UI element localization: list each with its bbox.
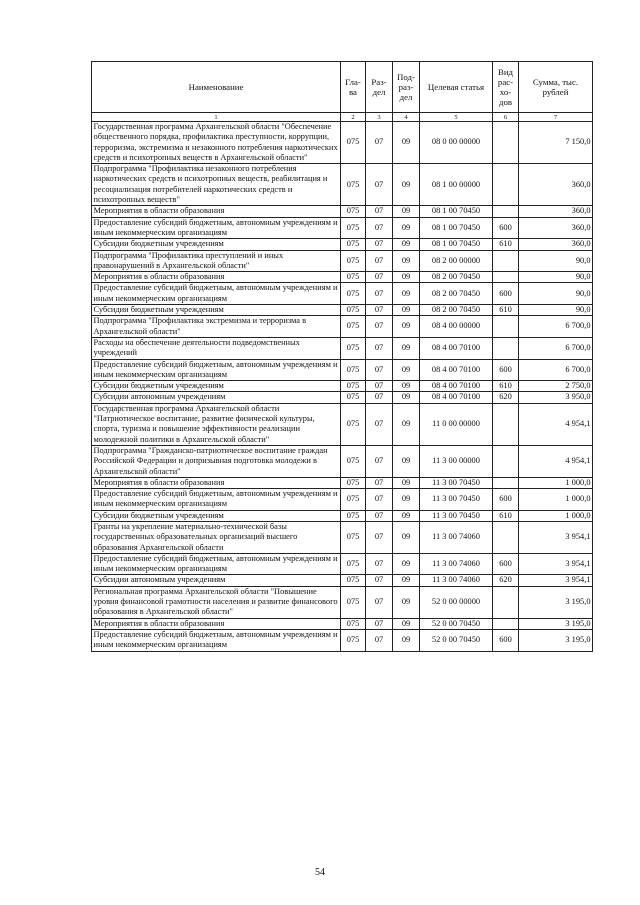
header-target: Целевая статья: [420, 62, 493, 113]
row-name: Субсидии автономным учреждениям: [92, 575, 341, 586]
row-subsection: 09: [393, 618, 420, 629]
row-section: 07: [366, 217, 393, 239]
row-chapter: 075: [341, 521, 366, 553]
row-section: 07: [366, 575, 393, 586]
row-amount: 7 150,0: [519, 122, 593, 164]
row-name: Предоставление субсидий бюджетным, автономным учреждениям и иным некоммерческим организациям: [92, 217, 341, 239]
row-subsection: 09: [393, 575, 420, 586]
row-name: Подпрограмма "Профилактика незаконного потребления наркотических средств и психотропных веществ, реабилитация и ресоциализация потребителей наркотических средств и психотропных веществ": [92, 164, 341, 206]
row-section: 07: [366, 359, 393, 381]
row-target: 52 0 00 70450: [420, 629, 493, 651]
row-section: 07: [366, 586, 393, 618]
row-chapter: 075: [341, 250, 366, 272]
row-section: 07: [366, 206, 393, 217]
row-name: Подпрограмма "Профилактика экстремизма и терроризма в Архангельской области": [92, 316, 341, 338]
row-expense-type: 610: [493, 510, 519, 521]
row-target: 08 2 00 70450: [420, 305, 493, 316]
row-amount: 3 954,1: [519, 521, 593, 553]
row-subsection: 09: [393, 272, 420, 283]
row-target: 08 4 00 70100: [420, 392, 493, 403]
row-chapter: 075: [341, 510, 366, 521]
row-target: 08 0 00 00000: [420, 122, 493, 164]
row-expense-type: [493, 586, 519, 618]
row-expense-type: 610: [493, 305, 519, 316]
row-expense-type: [493, 164, 519, 206]
header-chapter: Гла-ва: [341, 62, 366, 113]
row-section: 07: [366, 403, 393, 445]
row-target: 08 2 00 00000: [420, 250, 493, 272]
row-name: Гранты на укрепление материально-технической базы государственных образовательных организаций высшего образования Архангельской области: [92, 521, 341, 553]
table-row: [92, 521, 593, 553]
row-amount: 90,0: [519, 250, 593, 272]
row-name: Государственная программа Архангельской области "Патриотическое воспитание, развитие физической культуры, спорта, туризма и повышение эффективности реализации молодежной политики в Архангельской области": [92, 403, 341, 445]
row-expense-type: [493, 206, 519, 217]
header-amount: Сумма, тыс. рублей: [519, 62, 593, 113]
table-row: [92, 122, 593, 164]
row-section: 07: [366, 305, 393, 316]
table-row: [92, 283, 593, 305]
row-name: Мероприятия в области образования: [92, 272, 341, 283]
table-row: [92, 445, 593, 477]
row-amount: 3 195,0: [519, 586, 593, 618]
row-expense-type: 600: [493, 217, 519, 239]
row-name: Государственная программа Архангельской области "Обеспечение общественного порядка, профилактика преступности, коррупции, терроризма, экстремизма и незаконного потребления наркотических средств и психотропных веществ в Архангельской области": [92, 122, 341, 164]
row-subsection: 09: [393, 445, 420, 477]
column-number-row: [92, 113, 593, 122]
row-subsection: 09: [393, 283, 420, 305]
row-target: 11 0 00 00000: [420, 403, 493, 445]
row-target: 11 3 00 74060: [420, 575, 493, 586]
row-subsection: 09: [393, 206, 420, 217]
row-target: 08 1 00 70450: [420, 206, 493, 217]
row-amount: 3 954,1: [519, 575, 593, 586]
row-subsection: 09: [393, 359, 420, 381]
row-target: 08 1 00 70450: [420, 239, 493, 250]
row-target: 08 1 00 00000: [420, 164, 493, 206]
row-expense-type: 600: [493, 553, 519, 575]
row-section: 07: [366, 521, 393, 553]
column-number: 7: [519, 113, 593, 122]
row-subsection: 09: [393, 164, 420, 206]
row-chapter: 075: [341, 305, 366, 316]
row-subsection: 09: [393, 392, 420, 403]
row-expense-type: [493, 272, 519, 283]
row-name: Подпрограмма "Профилактика преступлений и иных правонарушений в Архангельской области": [92, 250, 341, 272]
row-expense-type: [493, 337, 519, 359]
row-amount: 90,0: [519, 272, 593, 283]
row-subsection: 09: [393, 316, 420, 338]
row-target: 08 1 00 70450: [420, 217, 493, 239]
row-section: 07: [366, 316, 393, 338]
column-number: 1: [92, 113, 341, 122]
table-row: [92, 489, 593, 511]
row-name: Предоставление субсидий бюджетным, автономным учреждениям и иным некоммерческим организациям: [92, 283, 341, 305]
row-amount: 90,0: [519, 305, 593, 316]
row-subsection: 09: [393, 122, 420, 164]
row-expense-type: [493, 122, 519, 164]
row-target: 11 3 00 00000: [420, 445, 493, 477]
row-chapter: 075: [341, 586, 366, 618]
row-expense-type: [493, 521, 519, 553]
row-target: 08 4 00 70100: [420, 359, 493, 381]
row-section: 07: [366, 477, 393, 488]
row-chapter: 075: [341, 553, 366, 575]
row-section: 07: [366, 122, 393, 164]
row-chapter: 075: [341, 272, 366, 283]
row-section: 07: [366, 337, 393, 359]
header-subsection: Под-раз-дел: [393, 62, 420, 113]
row-subsection: 09: [393, 217, 420, 239]
row-target: 11 3 00 74060: [420, 553, 493, 575]
row-chapter: 075: [341, 217, 366, 239]
row-name: Субсидии бюджетным учреждениям: [92, 510, 341, 521]
row-amount: 6 700,0: [519, 316, 593, 338]
row-target: 52 0 00 70450: [420, 618, 493, 629]
row-section: 07: [366, 629, 393, 651]
row-amount: 360,0: [519, 206, 593, 217]
row-target: 11 3 00 70450: [420, 510, 493, 521]
row-amount: 360,0: [519, 217, 593, 239]
row-subsection: 09: [393, 477, 420, 488]
row-name: Субсидии автономным учреждениям: [92, 392, 341, 403]
row-section: 07: [366, 445, 393, 477]
table-row: [92, 337, 593, 359]
table-row: [92, 217, 593, 239]
row-section: 07: [366, 618, 393, 629]
row-section: 07: [366, 553, 393, 575]
row-name: Субсидии бюджетным учреждениям: [92, 381, 341, 392]
column-number: 3: [366, 113, 393, 122]
row-subsection: 09: [393, 381, 420, 392]
row-subsection: 09: [393, 250, 420, 272]
row-chapter: 075: [341, 316, 366, 338]
row-name: Расходы на обеспечение деятельности подведомственных учреждений: [92, 337, 341, 359]
header-expense-type: Вид рас-хо-дов: [493, 62, 519, 113]
row-name: Мероприятия в области образования: [92, 477, 341, 488]
row-expense-type: 610: [493, 381, 519, 392]
row-chapter: 075: [341, 164, 366, 206]
table-row: [92, 250, 593, 272]
row-chapter: 075: [341, 381, 366, 392]
row-chapter: 075: [341, 206, 366, 217]
row-chapter: 075: [341, 122, 366, 164]
row-chapter: 075: [341, 283, 366, 305]
row-chapter: 075: [341, 489, 366, 511]
row-chapter: 075: [341, 618, 366, 629]
row-section: 07: [366, 283, 393, 305]
row-expense-type: [493, 250, 519, 272]
row-expense-type: 600: [493, 283, 519, 305]
row-section: 07: [366, 250, 393, 272]
row-subsection: 09: [393, 403, 420, 445]
table-row: [92, 381, 593, 392]
row-name: Субсидии бюджетным учреждениям: [92, 305, 341, 316]
row-name: Предоставление субсидий бюджетным, автономным учреждениям и иным некоммерческим организациям: [92, 553, 341, 575]
row-amount: 1 000,0: [519, 510, 593, 521]
row-amount: 3 195,0: [519, 618, 593, 629]
row-expense-type: 600: [493, 359, 519, 381]
table-row: [92, 586, 593, 618]
budget-table: [91, 61, 593, 652]
table-row: [92, 164, 593, 206]
table-row: [92, 629, 593, 651]
row-section: 07: [366, 510, 393, 521]
row-subsection: 09: [393, 239, 420, 250]
row-name: Мероприятия в области образования: [92, 206, 341, 217]
row-amount: 1 000,0: [519, 477, 593, 488]
row-amount: 90,0: [519, 283, 593, 305]
row-amount: 3 954,1: [519, 553, 593, 575]
page-number: 54: [315, 867, 325, 878]
row-name: Предоставление субсидий бюджетным, автономным учреждениям и иным некоммерческим организациям: [92, 359, 341, 381]
row-section: 07: [366, 381, 393, 392]
row-amount: 6 700,0: [519, 359, 593, 381]
table-row: [92, 305, 593, 316]
row-name: Подпрограмма "Гражданско-патриотическое воспитание граждан Российской Федерации и допризывная подготовка молодежи в Архангельской области": [92, 445, 341, 477]
row-subsection: 09: [393, 305, 420, 316]
row-target: 08 4 00 70100: [420, 337, 493, 359]
row-subsection: 09: [393, 629, 420, 651]
row-target: 11 3 00 70450: [420, 489, 493, 511]
row-expense-type: [493, 403, 519, 445]
column-number: 4: [393, 113, 420, 122]
header-section: Раз-дел: [366, 62, 393, 113]
row-name: Региональная программа Архангельской области "Повышение уровня финансовой грамотности населения и развитие финансового образования в Архангельской области": [92, 586, 341, 618]
column-number: 2: [341, 113, 366, 122]
row-subsection: 09: [393, 586, 420, 618]
row-amount: 360,0: [519, 239, 593, 250]
row-expense-type: 620: [493, 575, 519, 586]
table-row: [92, 392, 593, 403]
row-subsection: 09: [393, 489, 420, 511]
row-expense-type: 620: [493, 392, 519, 403]
row-name: Предоставление субсидий бюджетным, автономным учреждениям и иным некоммерческим организациям: [92, 489, 341, 511]
row-expense-type: 600: [493, 489, 519, 511]
row-chapter: 075: [341, 477, 366, 488]
row-expense-type: 600: [493, 629, 519, 651]
table-row: [92, 553, 593, 575]
column-number: 5: [420, 113, 493, 122]
row-section: 07: [366, 489, 393, 511]
row-target: 08 4 00 00000: [420, 316, 493, 338]
row-target: 08 2 00 70450: [420, 283, 493, 305]
row-expense-type: [493, 618, 519, 629]
row-amount: 4 954,1: [519, 445, 593, 477]
row-section: 07: [366, 164, 393, 206]
row-section: 07: [366, 272, 393, 283]
table-row: [92, 359, 593, 381]
table-header-row: [92, 62, 593, 113]
row-amount: 4 954,1: [519, 403, 593, 445]
table-row: [92, 206, 593, 217]
table-row: [92, 316, 593, 338]
row-amount: 2 750,0: [519, 381, 593, 392]
row-target: 11 3 00 74060: [420, 521, 493, 553]
row-chapter: 075: [341, 445, 366, 477]
header-name: Наименование: [92, 62, 341, 113]
table-row: [92, 618, 593, 629]
row-chapter: 075: [341, 337, 366, 359]
row-expense-type: [493, 316, 519, 338]
row-chapter: 075: [341, 392, 366, 403]
row-name: Мероприятия в области образования: [92, 618, 341, 629]
row-chapter: 075: [341, 403, 366, 445]
row-section: 07: [366, 239, 393, 250]
row-expense-type: [493, 445, 519, 477]
row-amount: 6 700,0: [519, 337, 593, 359]
table-row: [92, 272, 593, 283]
table-row: [92, 477, 593, 488]
row-amount: 3 950,0: [519, 392, 593, 403]
row-target: 11 3 00 70450: [420, 477, 493, 488]
row-amount: 360,0: [519, 164, 593, 206]
row-target: 08 4 00 70100: [420, 381, 493, 392]
column-number: 6: [493, 113, 519, 122]
row-name: Субсидии бюджетным учреждениям: [92, 239, 341, 250]
row-chapter: 075: [341, 629, 366, 651]
row-subsection: 09: [393, 521, 420, 553]
row-amount: 1 000,0: [519, 489, 593, 511]
row-subsection: 09: [393, 337, 420, 359]
row-expense-type: [493, 477, 519, 488]
row-chapter: 075: [341, 575, 366, 586]
table-row: [92, 239, 593, 250]
row-subsection: 09: [393, 553, 420, 575]
table-row: [92, 575, 593, 586]
row-target: 08 2 00 70450: [420, 272, 493, 283]
row-subsection: 09: [393, 510, 420, 521]
table-row: [92, 510, 593, 521]
row-section: 07: [366, 392, 393, 403]
row-amount: 3 195,0: [519, 629, 593, 651]
row-chapter: 075: [341, 239, 366, 250]
table-row: [92, 403, 593, 445]
row-chapter: 075: [341, 359, 366, 381]
row-target: 52 0 00 00000: [420, 586, 493, 618]
row-expense-type: 610: [493, 239, 519, 250]
row-name: Предоставление субсидий бюджетным, автономным учреждениям и иным некоммерческим организациям: [92, 629, 341, 651]
